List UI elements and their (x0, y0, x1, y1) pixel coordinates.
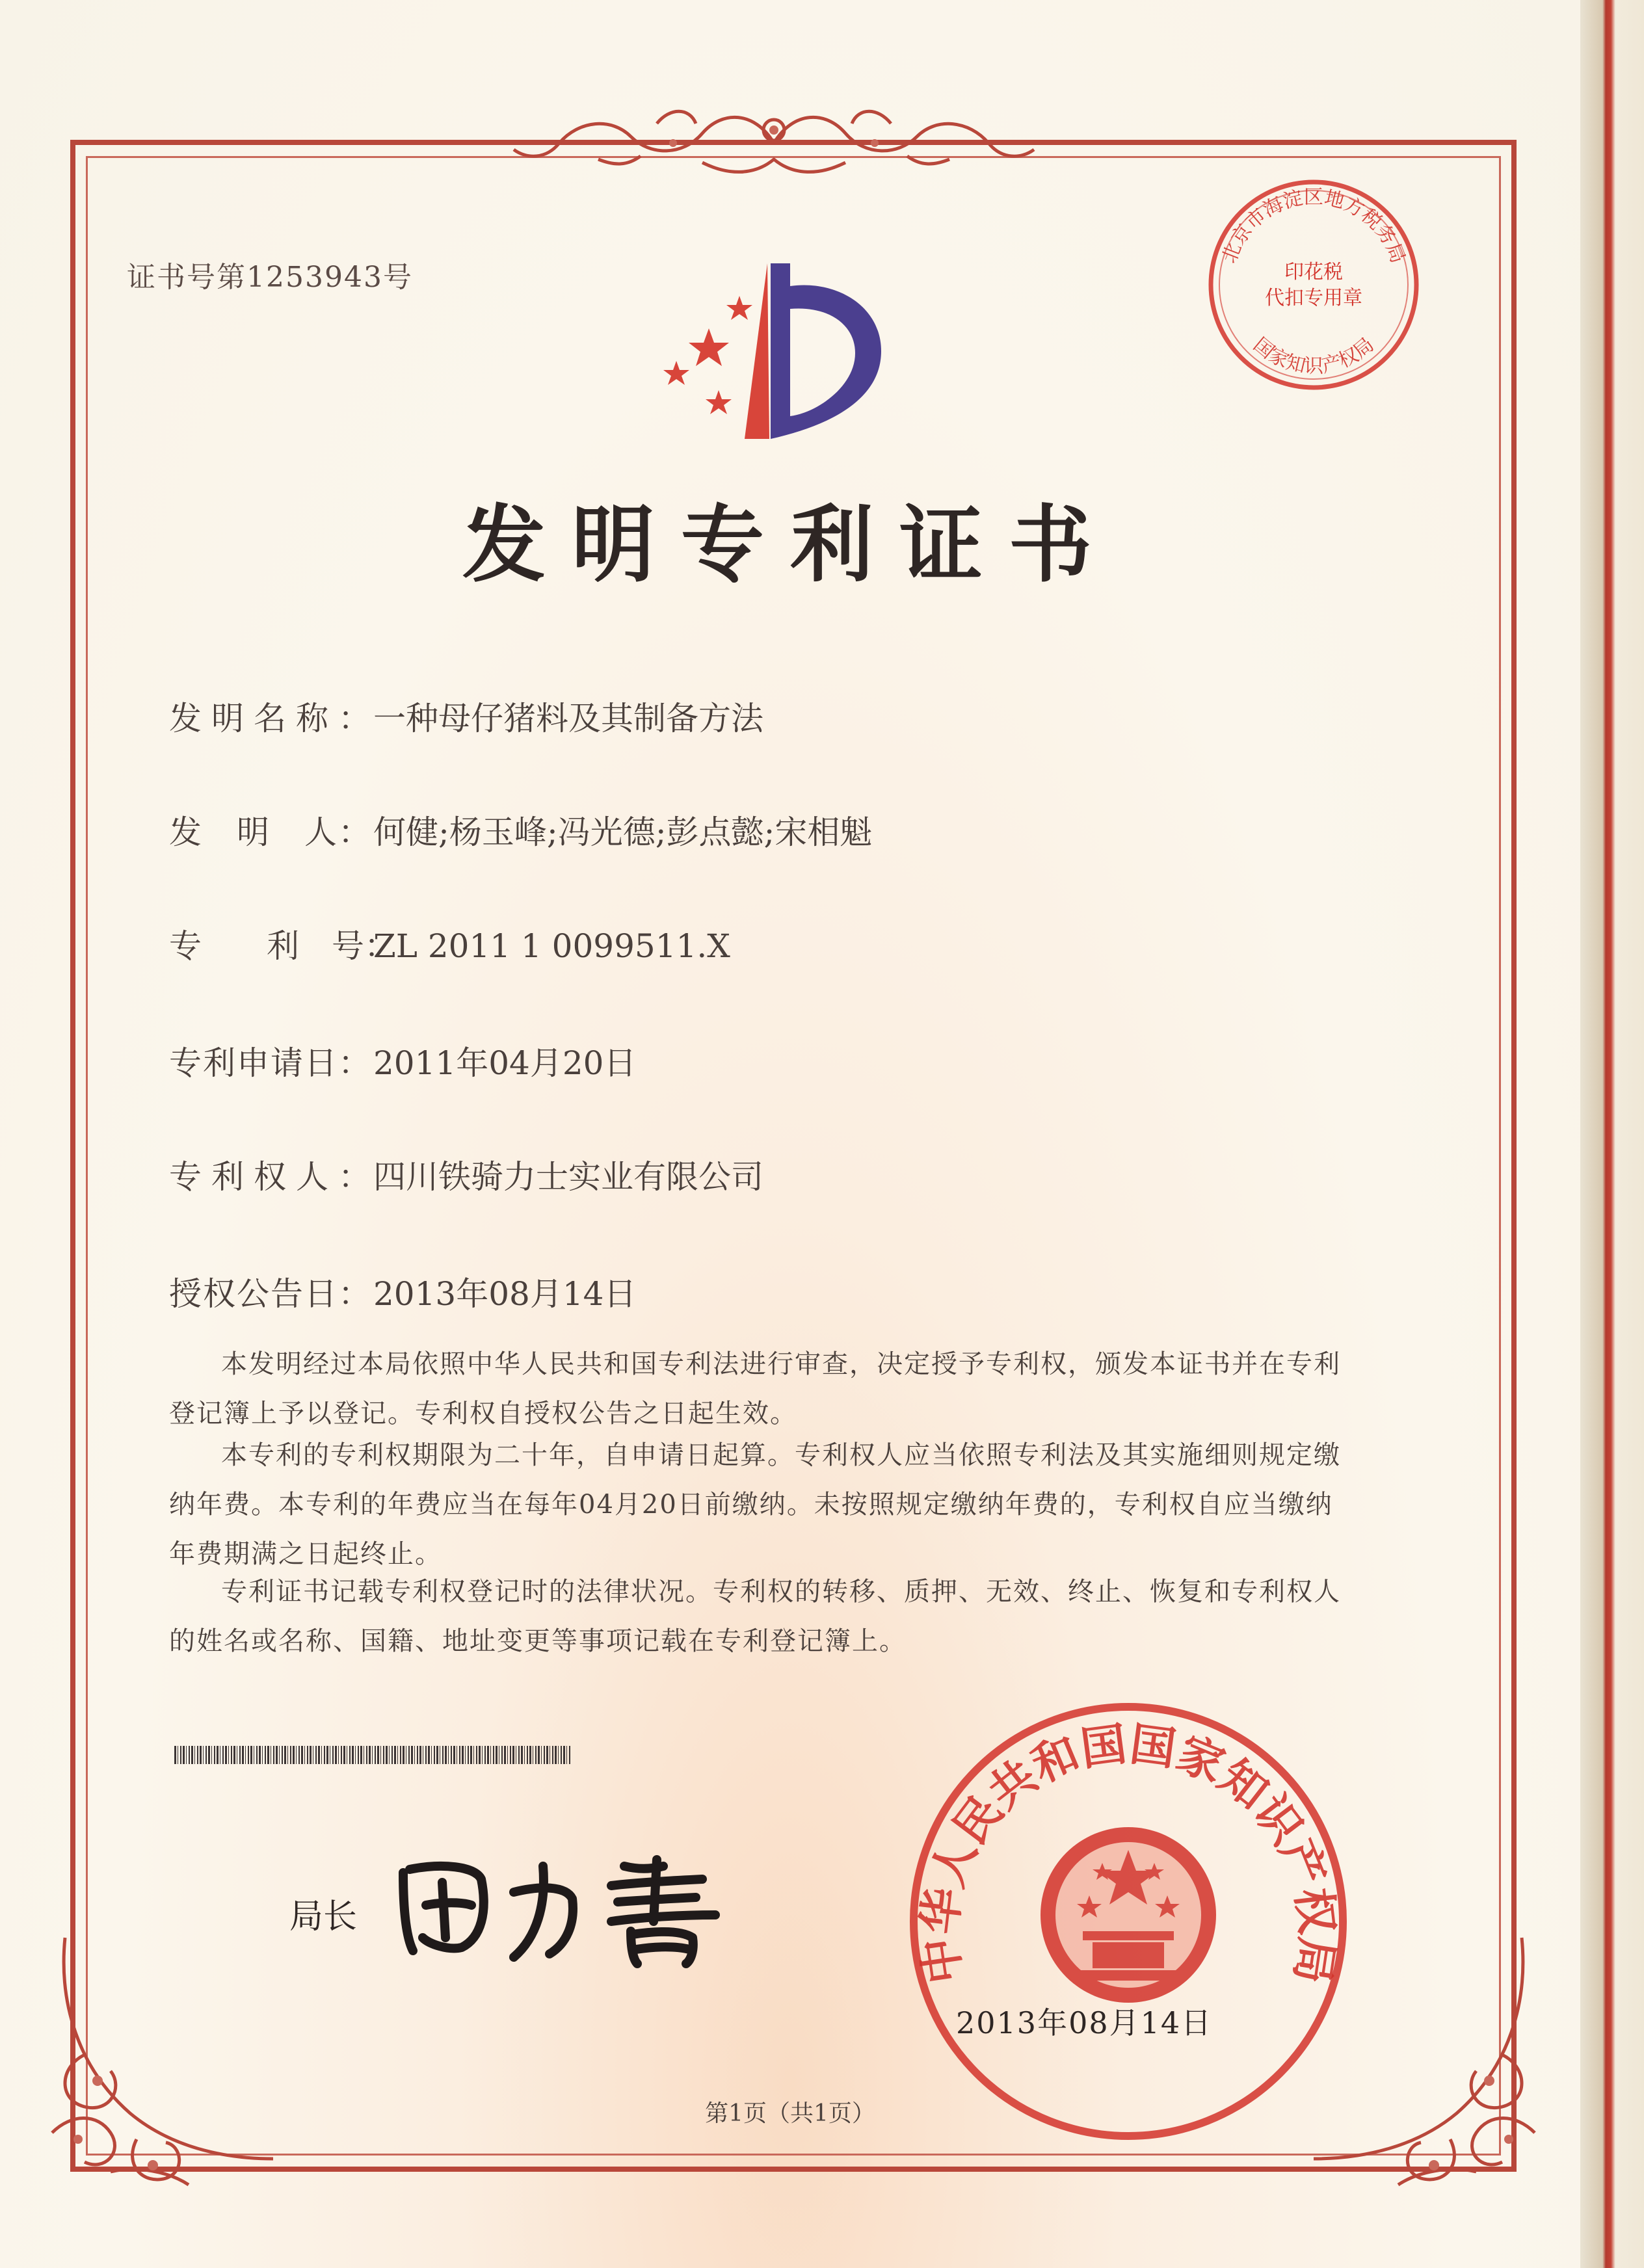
field-label: 专利申请日： (169, 1044, 371, 1082)
field-inventors (169, 806, 872, 853)
binding-edge (1580, 0, 1644, 2268)
tax-stamp-center-2: 代扣专用章 (1265, 287, 1362, 310)
certificate-number: 证书号第1253943号 (127, 261, 413, 294)
field-value: 2013年08月14日 (373, 1275, 637, 1313)
director-label: 局长 (289, 1897, 358, 1936)
svg-text:国家知识产权局 (1249, 334, 1378, 378)
official-seal-text: 中华人民共和国国家知识产权局 (912, 1717, 1344, 1987)
field-label: 授权公告日： (169, 1275, 371, 1313)
field-label: 发明名称： (169, 700, 371, 737)
field-patentee (169, 1151, 763, 1198)
patent-office-emblem (641, 250, 901, 445)
tax-stamp-ring-text: 北京市海淀区地方税务局 (1217, 186, 1410, 267)
field-invention-name (169, 692, 763, 739)
barcode (174, 1746, 571, 1764)
top-ornament (507, 98, 1041, 189)
seal-date: 2013年08月14日 (956, 2005, 1213, 2040)
field-label: 发 明 人： (169, 813, 371, 851)
field-label: 专 利 号： (169, 927, 397, 965)
official-seal (907, 1700, 1349, 2143)
field-value: 2011年04月20日 (373, 1044, 637, 1082)
bottom-left-ornament (39, 1925, 286, 2198)
page-number: 第1页（共1页） (705, 2100, 875, 2127)
tax-stamp-center-1: 印花税 (1284, 261, 1343, 284)
field-label: 专利权人： (169, 1158, 371, 1196)
paragraph-grant: 本发明经过本局依照中华人民共和国专利法进行审查，决定授予专利权，颁发本证书并在专利登记簿上予以登记。专利权自授权公告之日起生效。 (169, 1349, 1341, 1429)
tax-stamp (1203, 174, 1424, 395)
paragraph-legal-status: 专利证书记载专利权登记时的法律状况。专利权的转移、质押、无效、终止、恢复和专利权人的姓名或名称、国籍、地址变更等事项记载在专利登记簿上。 (169, 1577, 1341, 1656)
field-patent-number (169, 920, 730, 967)
certificate-title: 发明专利证书 (462, 497, 1118, 594)
field-value: 一种母仔猪料及其制备方法 (373, 700, 763, 737)
field-value: 四川铁骑力士实业有限公司 (373, 1158, 763, 1196)
field-value: 何健;杨玉峰;冯光德;彭点懿;宋相魁 (373, 813, 873, 851)
svg-text:北京市海淀区地方税务局 (1218, 186, 1409, 267)
paragraph-term: 本专利的专利权期限为二十年，自申请日起算。专利权人应当依照专利法及其实施细则规定缴纳年费。本专利的年费应当在每年04月20日前缴纳。未按照规定缴纳年费的，专利权自应当缴纳年费期满之日起终止。 (169, 1440, 1341, 1569)
field-application-date (169, 1037, 637, 1084)
director-signature (390, 1840, 754, 1970)
tax-stamp-bottom-text: 国家知识产权局 (1249, 333, 1379, 378)
field-grant-date (169, 1268, 637, 1315)
field-value: ZL 2011 1 0099511.X (373, 927, 730, 965)
